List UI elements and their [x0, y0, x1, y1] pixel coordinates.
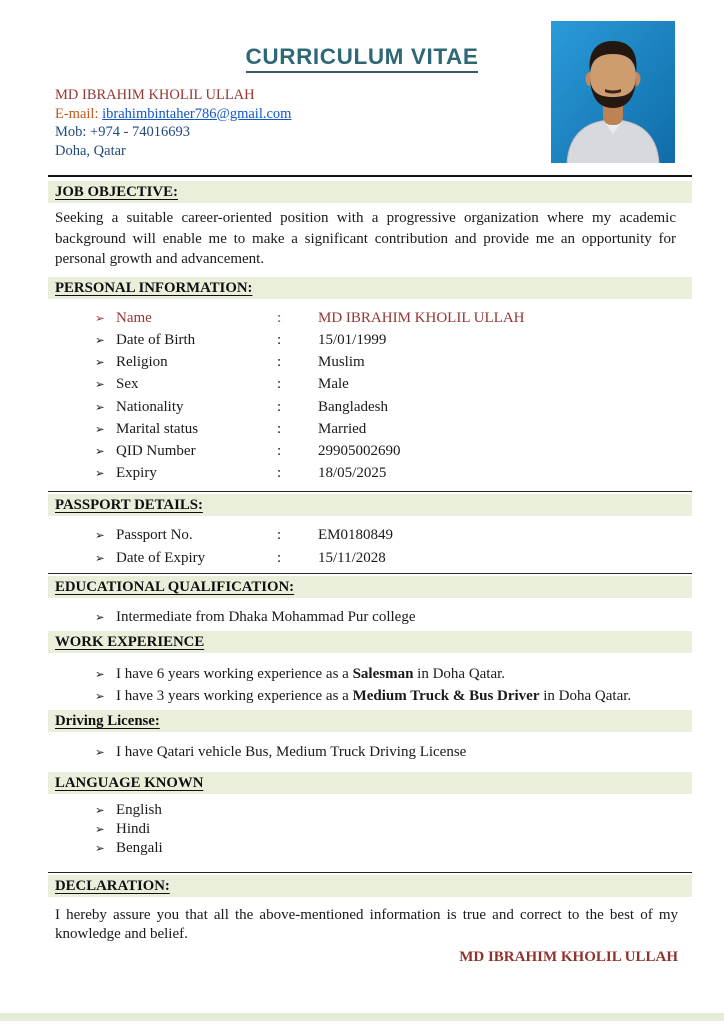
info-label: Date of Expiry	[116, 549, 206, 566]
person-photo-illustration	[551, 21, 675, 163]
bullet-arrow-icon: ➢	[95, 667, 105, 682]
colon: :	[277, 398, 282, 415]
bullet-arrow-icon: ➢	[95, 421, 105, 436]
work-text: I have 3 years working experience as a Medium Truck & Bus Driver in Doha Qatar.	[116, 687, 632, 704]
bullet-arrow-icon: ➢	[95, 550, 105, 565]
info-value: Married	[318, 420, 367, 437]
info-value: 18/05/2025	[318, 465, 387, 482]
section-divider	[48, 872, 692, 873]
colon: :	[277, 443, 282, 459]
info-value: Bangladesh	[318, 398, 388, 415]
education-item	[48, 607, 692, 629]
section-bar-driving-license	[48, 710, 692, 732]
colon: :	[277, 420, 282, 437]
top-divider	[48, 175, 692, 177]
bullet-arrow-icon: ➢	[95, 444, 105, 458]
work-item	[48, 686, 692, 708]
bullet-arrow-icon: ➢	[95, 377, 105, 392]
colon: :	[277, 354, 282, 371]
section-heading: WORK EXPERIENCE	[55, 634, 205, 651]
section-heading: DECLARATION:	[55, 877, 170, 894]
info-value: Muslim	[318, 354, 365, 371]
bullet-arrow-icon: ➢	[95, 745, 105, 760]
location-line: Doha, Qatar	[55, 142, 126, 159]
bullet-arrow-icon: ➢	[95, 609, 105, 624]
passport-details-rows	[48, 527, 692, 571]
info-row-qid-number	[48, 443, 692, 465]
bullet-arrow-icon: ➢	[95, 310, 105, 325]
colon: :	[277, 376, 282, 393]
email-link[interactable]: ibrahimbintaher786@gmail.com	[102, 105, 292, 122]
info-row-passport-no	[48, 527, 692, 549]
bullet-arrow-icon: ➢	[95, 688, 105, 703]
info-label: Sex	[116, 376, 139, 393]
profile-photo	[551, 21, 675, 163]
language-text: Hindi	[116, 821, 151, 838]
language-text: Bengali	[116, 840, 163, 857]
info-row-sex	[48, 376, 692, 398]
info-label: Date of Birth	[116, 332, 196, 349]
info-row-name	[48, 310, 692, 332]
info-label: Nationality	[116, 398, 184, 415]
section-bar-declaration	[48, 875, 692, 897]
section-heading: PERSONAL INFORMATION:	[55, 279, 253, 296]
info-value: Male	[318, 376, 349, 393]
page-title: CURRICULUM VITAE	[246, 44, 479, 73]
bullet-arrow-icon: ➢	[95, 822, 105, 837]
driving-license-item	[48, 742, 692, 764]
bullet-arrow-icon: ➢	[95, 355, 105, 370]
language-item	[48, 801, 692, 820]
bullet-arrow-icon: ➢	[95, 841, 105, 856]
job-objective-text: Seeking a suitable career-oriented position with a progressive organization where my academic background will enable me to make a significant contribution and provide me an opportunity for personal growth and advancement.	[55, 210, 676, 268]
page-bottom-strip	[0, 1013, 724, 1021]
info-value: EM0180849	[318, 527, 393, 544]
section-heading: EDUCATIONAL QUALIFICATION:	[55, 578, 295, 595]
info-row-date-of-birth	[48, 332, 692, 354]
work-text: I have 6 years working experience as a Salesman in Doha Qatar.	[116, 666, 506, 683]
info-row-marital-status	[48, 421, 692, 443]
info-label: Religion	[116, 354, 168, 371]
info-row-nationality	[48, 399, 692, 421]
section-bar-work-experience	[48, 631, 692, 653]
section-bar-passport-details	[48, 494, 692, 516]
section-heading: PASSPORT DETAILS:	[55, 497, 203, 514]
section-heading: Driving License:	[55, 713, 160, 730]
info-label: Name	[116, 309, 152, 326]
info-value: 15/01/1999	[318, 332, 387, 349]
info-row-religion	[48, 354, 692, 376]
info-label: Passport No.	[116, 527, 193, 544]
section-heading: JOB OBJECTIVE:	[55, 184, 178, 201]
section-divider	[48, 573, 692, 574]
applicant-name: MD IBRAHIM KHOLIL ULLAH	[55, 87, 255, 103]
work-item	[48, 664, 692, 686]
mobile-line: Mob: +974 - 74016693	[55, 124, 191, 141]
section-bar-language-known	[48, 772, 692, 794]
sections	[48, 175, 692, 965]
colon: :	[277, 465, 282, 482]
education-text: Intermediate from Dhaka Mohammad Pur college	[116, 608, 416, 625]
info-row-passport-expiry	[48, 550, 692, 572]
language-item	[48, 839, 692, 858]
info-label: Marital status	[116, 420, 199, 437]
bullet-arrow-icon: ➢	[95, 528, 105, 543]
language-items	[48, 801, 692, 859]
signature-name: MD IBRAHIM KHOLIL ULLAH	[459, 948, 678, 965]
colon: :	[277, 527, 282, 544]
info-label: QID Number	[116, 443, 196, 459]
language-text: English	[116, 801, 162, 818]
bullet-arrow-icon: ➢	[95, 466, 105, 481]
colon: :	[277, 549, 282, 566]
section-divider	[48, 491, 692, 492]
language-item	[48, 820, 692, 839]
bullet-arrow-icon: ➢	[95, 802, 105, 817]
section-bar-personal-information	[48, 277, 692, 299]
declaration-text: I hereby assure you that all the above-mentioned information is true and correct to the best of my knowledge and belief.	[55, 906, 678, 943]
work-experience-items	[48, 664, 692, 707]
colon: :	[277, 332, 282, 349]
email-label: E-mail:	[55, 105, 99, 122]
personal-information-rows	[48, 310, 692, 488]
section-bar-educational-qualification	[48, 576, 692, 598]
driving-license-text: I have Qatari vehicle Bus, Medium Truck Driving License	[116, 744, 467, 761]
info-value: 29905002690	[318, 443, 401, 459]
info-value: MD IBRAHIM KHOLIL ULLAH	[318, 309, 525, 326]
section-heading: LANGUAGE KNOWN	[55, 774, 204, 791]
info-row-expiry	[48, 465, 692, 487]
info-value: 15/11/2028	[318, 549, 386, 566]
section-bar-job-objective	[48, 181, 692, 203]
bullet-arrow-icon: ➢	[95, 399, 105, 414]
colon: :	[277, 309, 282, 326]
bullet-arrow-icon: ➢	[95, 333, 105, 348]
info-label: Expiry	[116, 465, 157, 482]
